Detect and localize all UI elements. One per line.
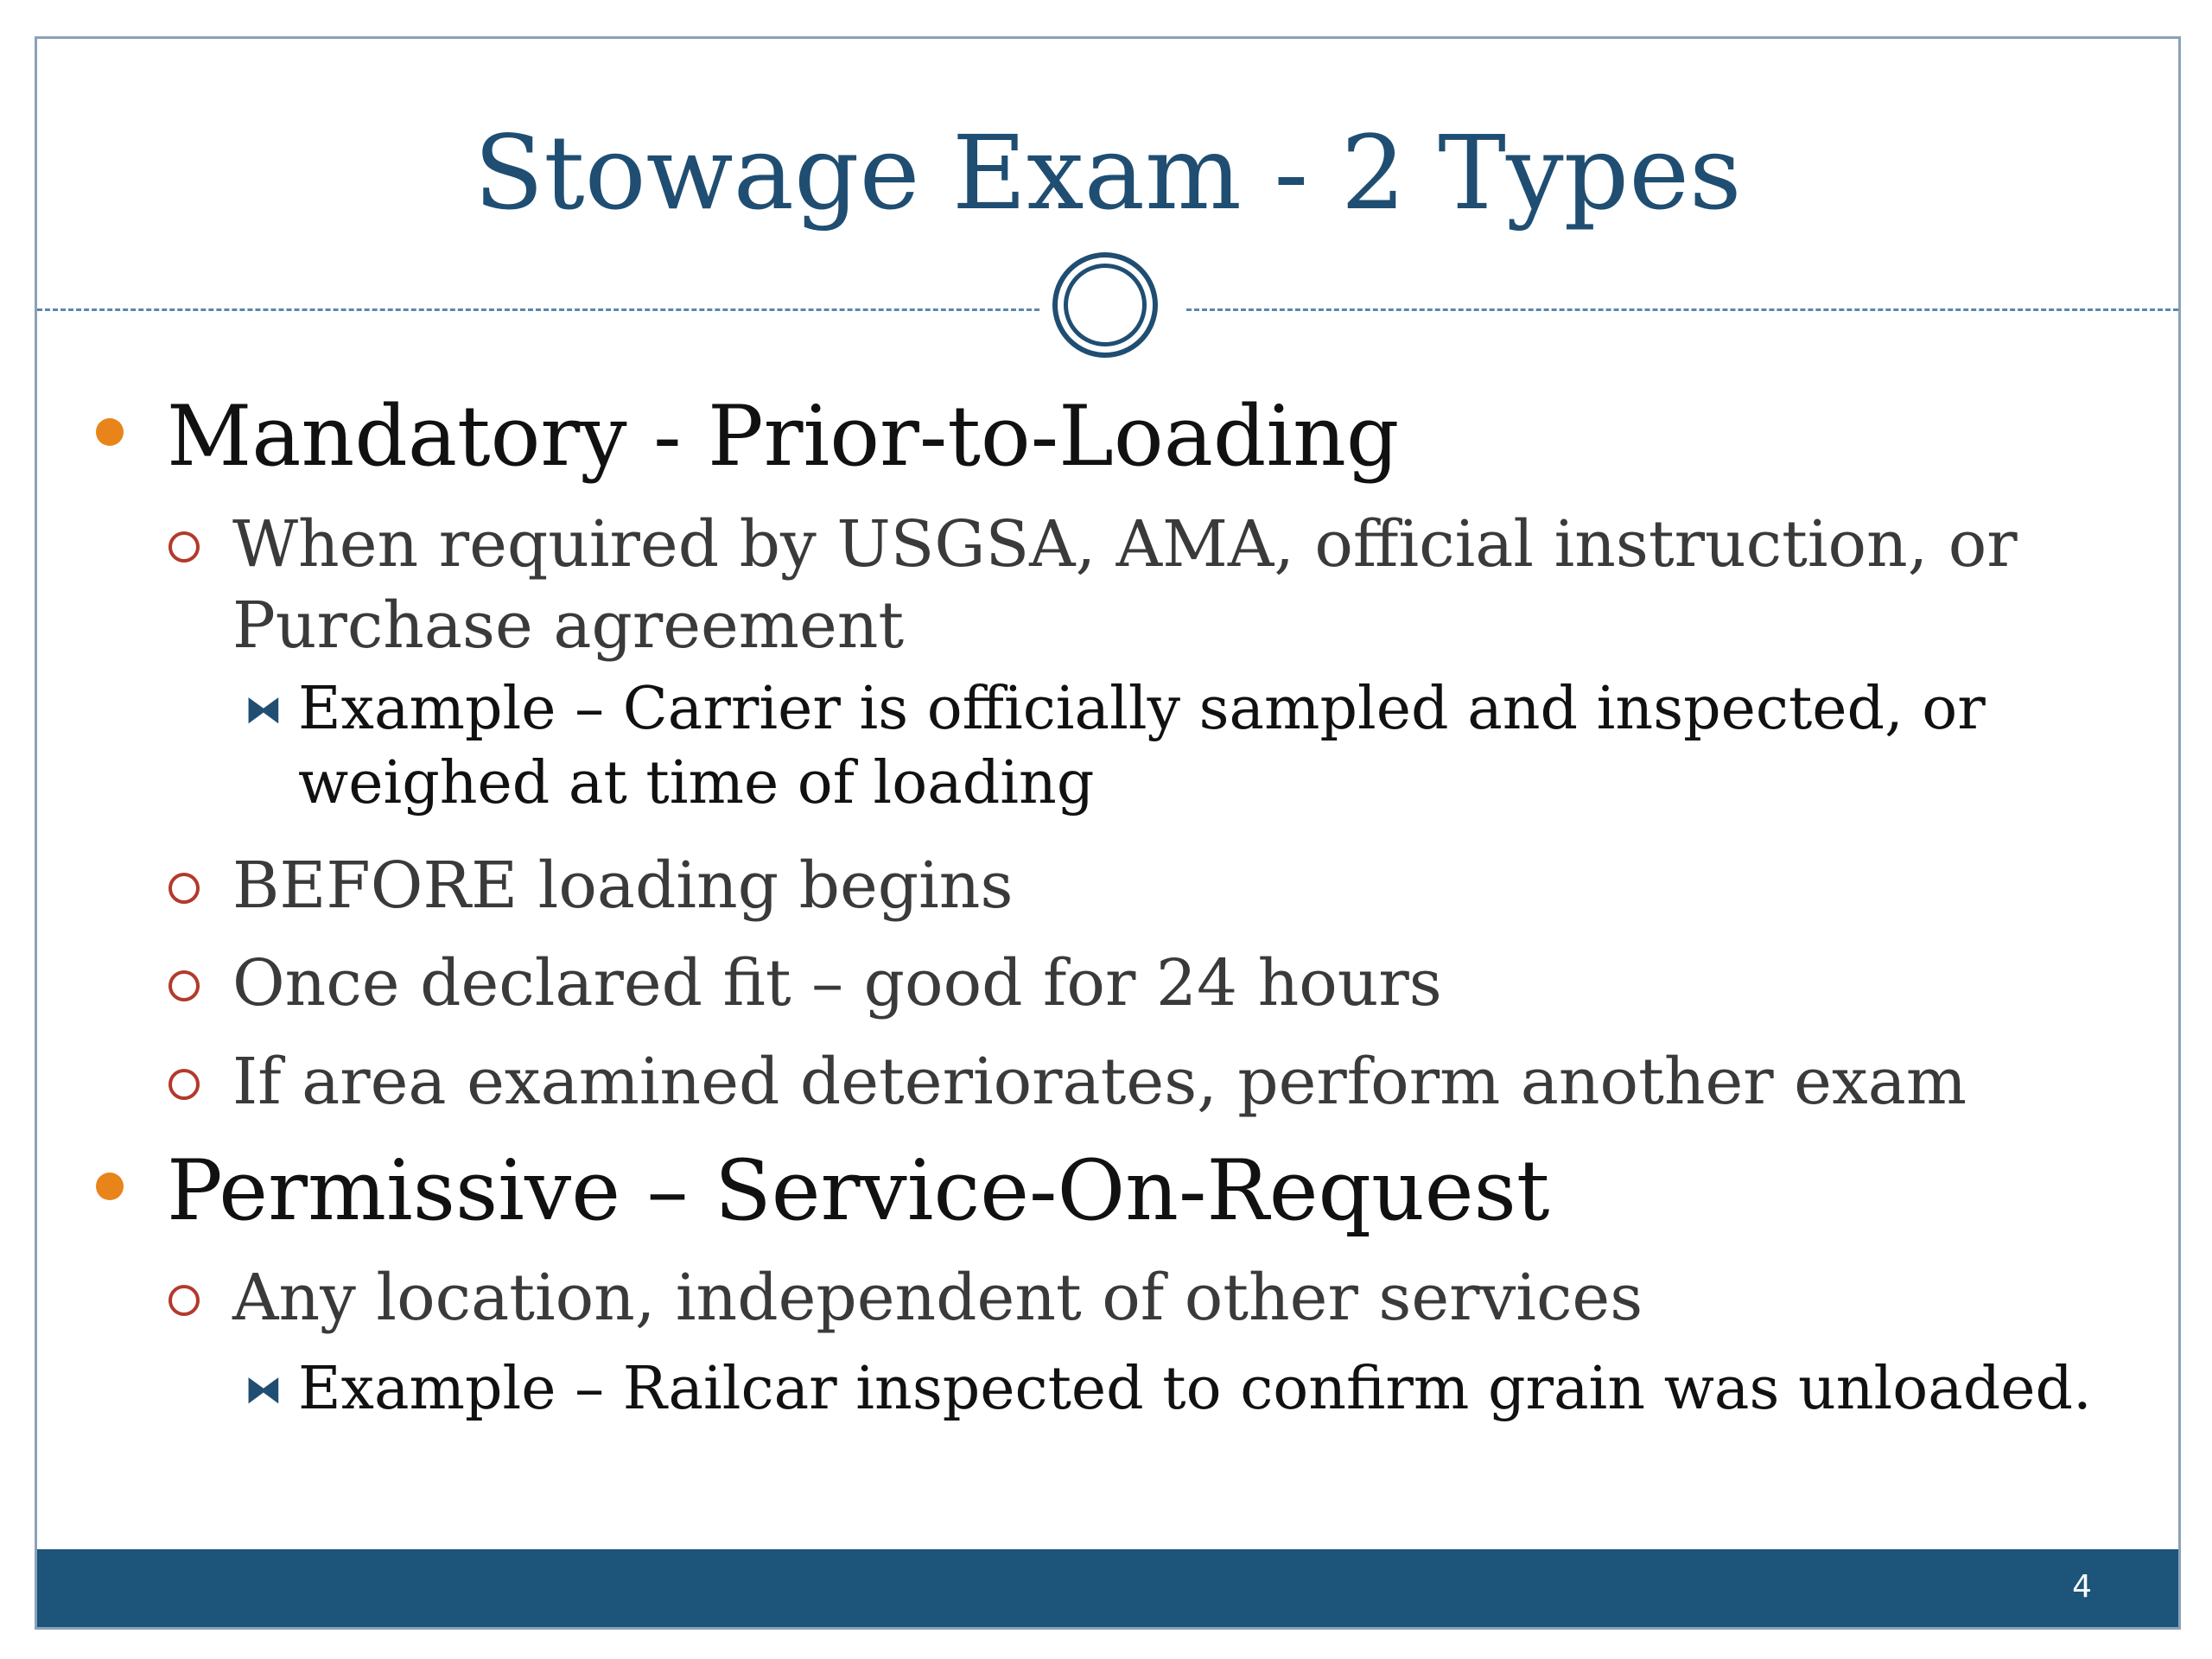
footer-bar: [37, 1549, 2178, 1627]
hollow-circle-bullet-icon: [168, 873, 200, 904]
example-text: Example – Railcar inspected to confirm grain was unloaded.: [298, 1355, 2092, 1423]
sub-bullet-required-by: [232, 504, 2090, 666]
sub-bullet-text: If area examined deteriorates, perform another exam: [232, 1045, 1967, 1119]
arrowhead-bullet-icon: ⧓: [245, 1368, 283, 1412]
sub-bullet-text: When required by USGSA, AMA, official instruction, or Purchase agreement: [232, 507, 2018, 663]
sub-bullet-any-location: [232, 1257, 2090, 1338]
hollow-circle-bullet-icon: [168, 1285, 200, 1316]
slide-title: Stowage Exam - 2 Types: [474, 113, 1742, 232]
hollow-circle-bullet-icon: [168, 1069, 200, 1100]
bullet-text: Permissive – Service-On-Request: [167, 1142, 1550, 1239]
title-divider-right: [1186, 308, 2178, 311]
bullet-mandatory: [167, 389, 2068, 484]
sub-bullet-area-deteriorates: [232, 1041, 2090, 1122]
hollow-circle-bullet-icon: [168, 531, 200, 563]
example-railcar-inspected: [245, 1352, 2156, 1427]
bullet-text: Mandatory - Prior-to-Loading: [167, 388, 1400, 485]
sub-bullet-text: Any location, independent of other services: [232, 1261, 1643, 1335]
sub-bullet-declared-fit: [232, 943, 2090, 1024]
hollow-circle-bullet-icon: [168, 970, 200, 1001]
page-number: 4: [2072, 1569, 2092, 1605]
example-carrier-sampled: [245, 672, 2156, 821]
sub-bullet-before-loading: [232, 845, 2090, 926]
slide: [35, 36, 2181, 1630]
bullet-permissive: [167, 1143, 2068, 1238]
title-divider-left: [37, 308, 1039, 311]
sub-bullet-text: BEFORE loading begins: [232, 849, 1014, 923]
orange-dot-bullet-icon: [96, 1173, 124, 1200]
orange-dot-bullet-icon: [96, 418, 124, 446]
divider-ring-ornament: [1052, 252, 1158, 358]
arrowhead-bullet-icon: ⧓: [245, 688, 283, 732]
example-text: Example – Carrier is officially sampled and inspected, or weighed at time of loading: [298, 675, 1986, 817]
sub-bullet-text: Once declared fit – good for 24 hours: [232, 946, 1442, 1020]
